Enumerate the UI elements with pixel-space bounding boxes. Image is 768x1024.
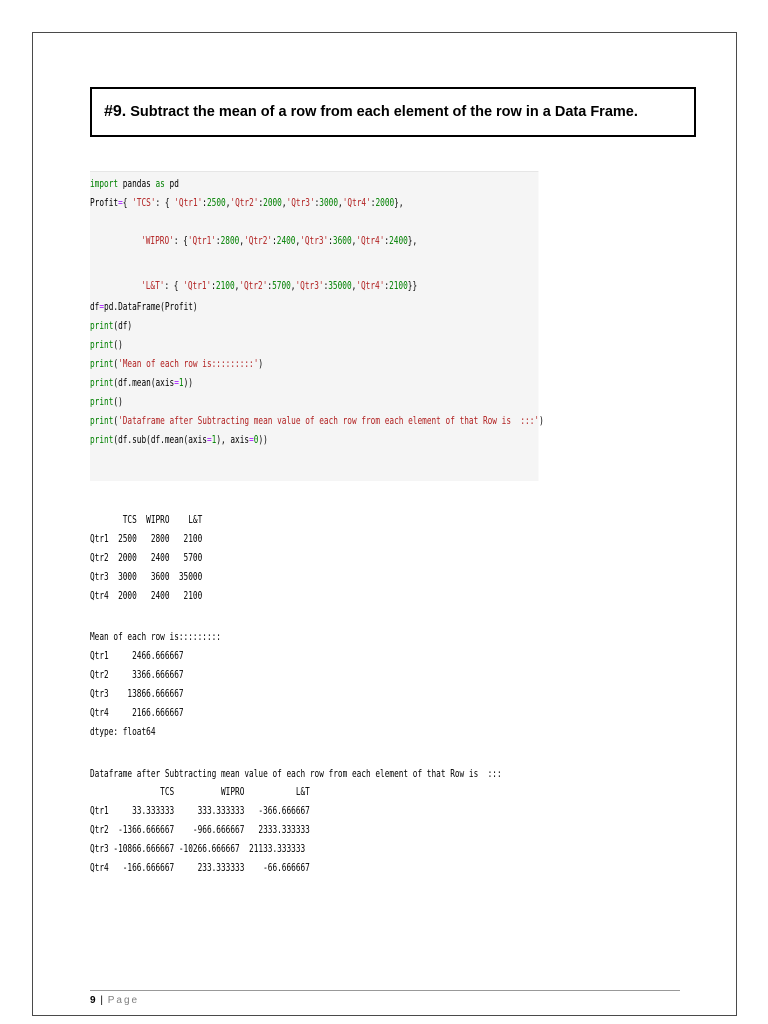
question-title	[90, 87, 696, 137]
code-line: print('Mean of each row is:::::::::')	[90, 358, 264, 370]
code-line: print()	[90, 396, 123, 408]
question-number: #9.	[104, 103, 127, 120]
output-line: Qtr2 -1366.666667 -966.666667 2333.333333	[90, 824, 310, 836]
output-line: TCS WIPRO L&T	[90, 786, 310, 798]
output-line: Qtr1 2466.666667	[90, 650, 184, 662]
footer-rule	[90, 990, 680, 991]
output-line: dtype: float64	[90, 726, 156, 738]
output-line: Qtr3 3000 3600 35000	[90, 571, 203, 583]
output-line: Qtr4 2166.666667	[90, 707, 184, 719]
page-number: 9	[90, 995, 96, 1006]
output-line: Mean of each row is:::::::::	[90, 631, 221, 643]
footer-separator: |	[100, 995, 103, 1006]
code-line: print('Dataframe after Subtracting mean value of each row from each element of that Row is :::')	[90, 415, 544, 427]
output-line: Qtr3 -10866.666667 -10266.666667 21133.333333	[90, 843, 306, 855]
output-line: TCS WIPRO L&T	[90, 514, 203, 526]
code-line: print()	[90, 339, 123, 351]
code-line: print(df)	[90, 320, 133, 332]
output-line: Qtr4 2000 2400 2100	[90, 590, 203, 602]
output-line: Qtr1 2500 2800 2100	[90, 533, 203, 545]
code-line: import pandas as pd	[90, 178, 179, 190]
output-line: Qtr4 -166.666667 233.333333 -66.666667	[90, 862, 310, 874]
output-line: Dataframe after Subtracting mean value of each row from each element of that Row is :::	[90, 768, 502, 780]
output-line: Qtr3 13866.666667	[90, 688, 184, 700]
output-line: Qtr2 3366.666667	[90, 669, 184, 681]
code-line: 'L&T': { 'Qtr1':2100,'Qtr2':5700,'Qtr3':35000,'Qtr4':2100}}	[141, 280, 418, 292]
code-line: print(df.mean(axis=1))	[90, 377, 193, 389]
page-label: Page	[107, 995, 140, 1006]
code-line: print(df.sub(df.mean(axis=1), axis=0))	[90, 434, 268, 446]
page-footer	[90, 995, 139, 1006]
code-block	[90, 171, 544, 481]
question-text: Subtract the mean of a row from each element of the row in a Data Frame.	[130, 104, 638, 120]
output-line: Qtr2 2000 2400 5700	[90, 552, 203, 564]
code-line: df=pd.DataFrame(Profit)	[90, 301, 198, 313]
output-line: Qtr1 33.333333 333.333333 -366.666667	[90, 805, 310, 817]
code-line: 'WIPRO': {'Qtr1':2800,'Qtr2':2400,'Qtr3':3600,'Qtr4':2400},	[141, 235, 418, 247]
code-line: Profit={ 'TCS': { 'Qtr1':2500,'Qtr2':2000,'Qtr3':3000,'Qtr4':2000},	[90, 197, 404, 209]
